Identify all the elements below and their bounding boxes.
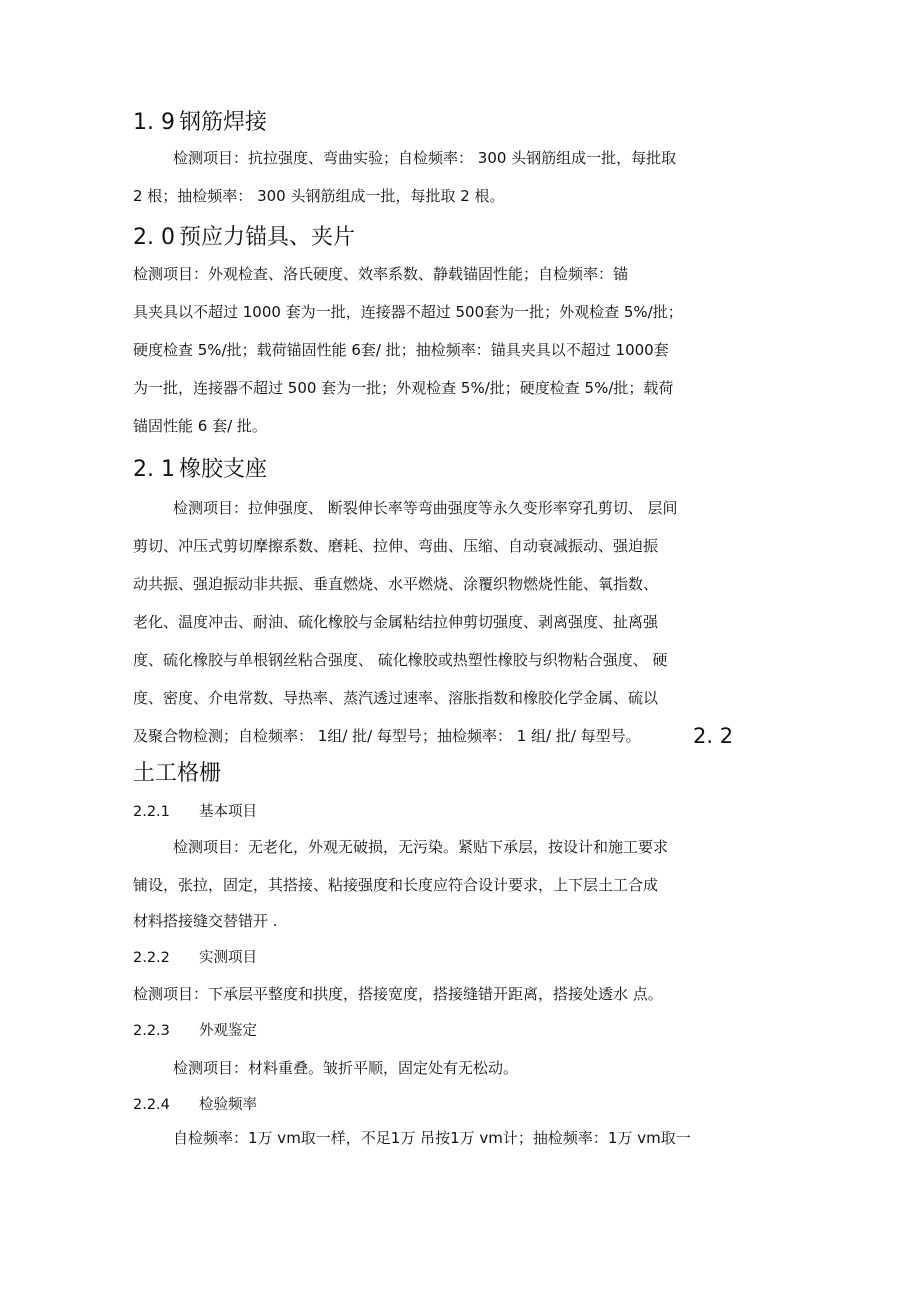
heading-number-2-2: 2. 2 <box>693 724 734 748</box>
paragraph-line: 为一批，连接器不超过 500 套为一批；外观检查 5%/批；硬度检查 5%/批；载荷 <box>133 379 674 397</box>
heading-number: 1. 9 <box>133 110 175 135</box>
subsection-heading-2-2-2 <box>133 951 257 966</box>
heading-title: 钢筋焊接 <box>178 110 267 135</box>
heading-title: 预应力锚具、夹片 <box>178 225 355 250</box>
subsection-heading-2-2-1 <box>133 805 257 820</box>
subsection-number: 2.2.3 <box>133 1023 170 1039</box>
paragraph-line: 硬度检查 5%/批；载荷锚固性能 6套/ 批；抽检频率：锚具夹具以不超过 1000套 <box>133 341 669 359</box>
paragraph-line: 动共振、强迫振动非共振、垂直燃烧、水平燃烧、涂覆织物燃烧性能、氧指数、 <box>133 575 659 593</box>
paragraph-line: 度、硫化橡胶与单根钢丝粘合强度、 硫化橡胶或热塑性橡胶与织物粘合强度、 硬 <box>133 651 668 669</box>
paragraph-line: 检测项目：抗拉强度、弯曲实验；自检频率： 300 头钢筋组成一批，每批取 <box>173 149 677 167</box>
section-heading-2-1 <box>133 459 267 481</box>
heading-number: 2. 0 <box>133 225 175 250</box>
paragraph-line: 自检频率：1万 vm取一样，不足1万 吊按1万 vm计；抽检频率：1万 vm取一 <box>173 1129 691 1147</box>
subsection-number: 2.2.2 <box>133 950 170 966</box>
section-heading-2-0 <box>133 227 355 249</box>
subsection-heading-2-2-4 <box>133 1098 257 1113</box>
paragraph-line: 铺设，张拉，固定，其搭接、粘接强度和长度应符合设计要求，上下层土工合成 <box>133 876 659 894</box>
paragraph-line: 检测项目：下承层平整度和拱度，搭接宽度，搭接缝错开距离，搭接处透水 点。 <box>133 985 663 1003</box>
heading-title: 橡胶支座 <box>178 457 267 482</box>
paragraph-line: 剪切、冲压式剪切摩擦系数、磨耗、拉伸、弯曲、压缩、自动衰减振动、强迫振 <box>133 537 659 555</box>
paragraph-line: 材料搭接缝交替错开 . <box>133 912 278 930</box>
subsection-title: 基本项目 <box>199 804 257 820</box>
paragraph-line: 检测项目：拉伸强度、 断裂伸长率等弯曲强度等永久变形率穿孔剪切、 层间 <box>173 499 678 517</box>
subsection-title: 实测项目 <box>199 950 257 966</box>
subsection-heading-2-2-3 <box>133 1024 257 1039</box>
subsection-title: 检验频率 <box>199 1097 257 1113</box>
subsection-number: 2.2.1 <box>133 804 170 820</box>
subsection-number: 2.2.4 <box>133 1097 170 1113</box>
paragraph-line: 锚固性能 6 套/ 批。 <box>133 417 267 435</box>
subsection-title: 外观鉴定 <box>199 1023 257 1039</box>
section-heading-1-9 <box>133 112 267 134</box>
paragraph-line: 老化、温度冲击、耐油、硫化橡胶与金属粘结拉伸剪切强度、剥离强度、扯离强 <box>133 613 659 631</box>
section-heading-2-2: 土工格栅 <box>133 761 222 786</box>
paragraph-line: 度、密度、介电常数、导热率、蒸汽透过速率、溶胀指数和橡胶化学金属、硫以 <box>133 689 659 707</box>
paragraph-line: 及聚合物检测；自检频率： 1组/ 批/ 每型号；抽检频率： 1 组/ 批/ 每型号。 <box>133 727 641 745</box>
paragraph-line: 检测项目：外观检查、洛氏硬度、效率系数、静载锚固性能；自检频率：锚 <box>133 265 629 283</box>
paragraph-line: 检测项目：无老化，外观无破损，无污染。紧贴下承层，按设计和施工要求 <box>173 838 669 856</box>
paragraph-line: 具夹具以不超过 1000 套为一批，连接器不超过 500套为一批；外观检查 5%/批； <box>133 303 683 321</box>
heading-number: 2. 1 <box>133 457 175 482</box>
paragraph-line: 检测项目：材料重叠。皱折平顺，固定处有无松动。 <box>173 1059 519 1077</box>
paragraph-line: 2 根；抽检频率： 300 头钢筋组成一批，每批取 2 根。 <box>133 187 505 205</box>
